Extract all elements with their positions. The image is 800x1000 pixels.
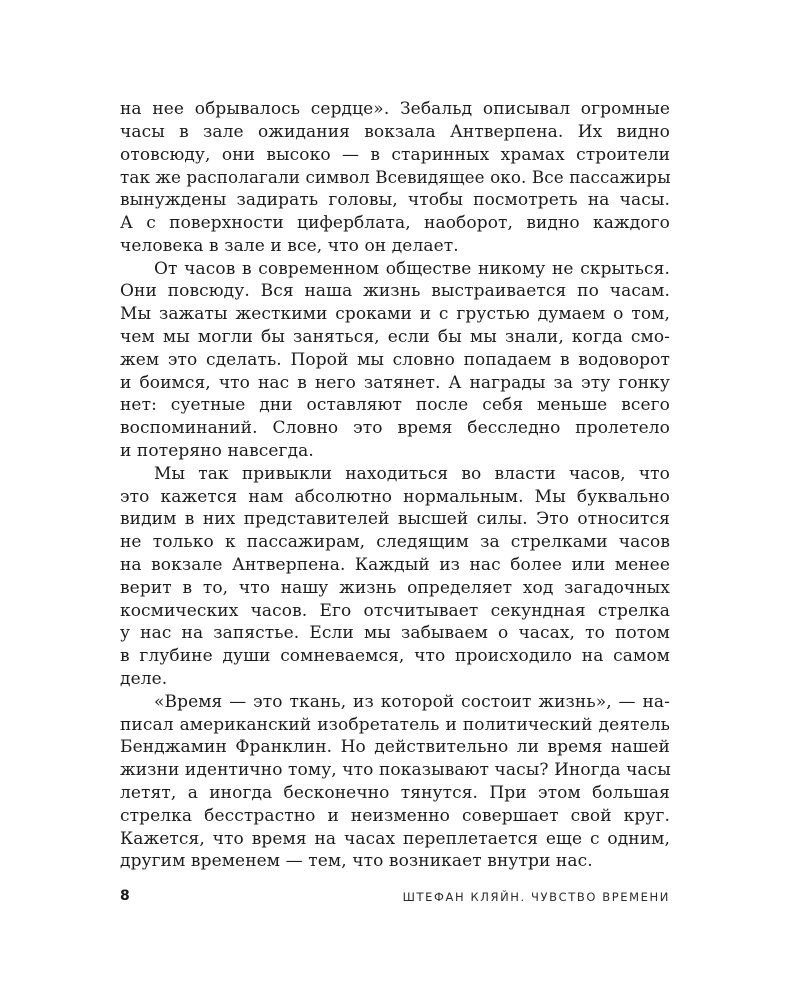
text-line: Бенджамин Франклин. Но действительно ли время нашей — [120, 737, 670, 758]
text-line: на вокзале Антверпена. Каждый из нас более или менее — [120, 555, 670, 575]
text-line: другим временем — тем, что возникает внутри нас. — [120, 851, 593, 872]
page-body — [120, 98, 670, 898]
text-line: чем мы могли бы заняться, если бы мы знали, когда смо- — [120, 327, 670, 347]
page-footer — [120, 886, 670, 906]
text-line: нет: суетные дни оставляют после себя меньше всего — [120, 395, 670, 416]
text-line: Мы зажаты жесткими сроками и с грустью думаем о том, — [120, 304, 670, 325]
text-line: человека в зале и все, что он делает. — [120, 235, 459, 256]
text-line: в глубине души сомневаемся, что происходило на самом — [120, 646, 670, 667]
text-line: вынуждены задирать головы, чтобы посмотреть на часы. — [120, 190, 670, 211]
text-line: Они повсюду. Вся наша жизнь выстраивается по часам. — [120, 281, 670, 302]
text-line: жем это сделать. Порой мы словно попадаем в водоворот — [120, 349, 670, 370]
paragraph-first-line: Мы так привыкли находиться во власти часов, что — [154, 463, 670, 484]
text-line: Кажется, что время на часах переплетается еще с одним, — [120, 828, 670, 849]
running-head: ШТЕФАН КЛЯЙН. ЧУВСТВО ВРЕМЕНИ — [402, 890, 670, 904]
text-line: и потеряно навсегда. — [120, 441, 314, 461]
page-number: 8 — [120, 888, 130, 904]
text-line: воспоминаний. Словно это время бесследно пролетело — [120, 418, 670, 439]
text-line: стрелка бесстрастно и неизменно совершает свой круг. — [120, 805, 670, 826]
text-line: деле. — [120, 669, 168, 689]
text-line: на нее обрывалось сердце». Зебальд описывал огромные — [120, 99, 670, 119]
text-line: часы в зале ожидания вокзала Антверпена. Их видно — [120, 121, 670, 142]
text-line: не только к пассажирам, следящим за стрелками часов — [120, 532, 670, 553]
text-line: видим в них представителей высшей силы. Это относится — [120, 509, 670, 530]
text-line: и боимся, что нас в него затянет. А награды за эту гонку — [120, 372, 670, 393]
text-line: так же располагали символ Всевидящее око. Все пассажиры — [120, 167, 671, 188]
text-line: это кажется нам абсолютно нормальным. Мы буквально — [120, 486, 670, 507]
paragraph-first-line: «Время — это ткань, из которой состоит жизнь», — на- — [154, 691, 670, 712]
text-line: писал американский изобретатель и политический деятель — [120, 714, 670, 735]
text-line: отовсюду, они высоко — в старинных храмах строители — [120, 144, 670, 165]
paragraph-first-line: От часов в современном обществе никому не скрыться. — [154, 258, 670, 279]
text-line: верит в то, что нашу жизнь определяет ход загадочных — [120, 577, 670, 598]
text-line: жизни идентично тому, что показывают часы? Иногда часы — [120, 760, 671, 781]
text-line: А с поверхности циферблата, наоборот, видно каждого — [120, 213, 670, 233]
text-line: космических часов. Его отсчитывает секундная стрелка — [120, 600, 670, 621]
text-line: летят, а иногда бесконечно тянутся. При этом большая — [120, 783, 670, 803]
text-line: у нас на запястье. Если мы забываем о часах, то потом — [120, 623, 670, 644]
